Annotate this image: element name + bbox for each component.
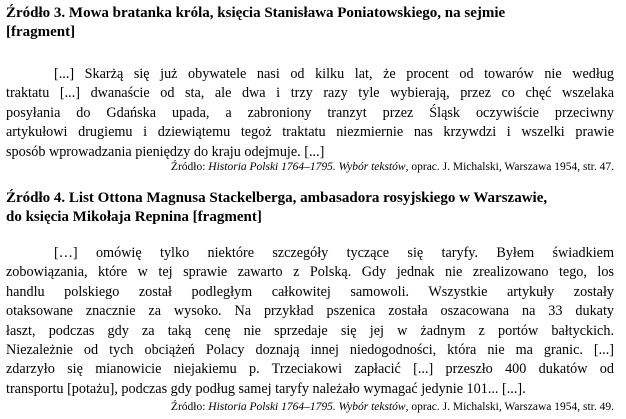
quote-line: otaksowane znacznie za wysoko. Na przykład pszenica została oszacowana na 33 dukaty xyxy=(6,303,614,320)
citation-suffix: , oprac. J. Michalski, Warszawa 1954, str. 47. xyxy=(405,161,614,173)
source-4-section xyxy=(6,189,614,413)
quote-line: [...] Skarżą się już obywatele nasi od kilku lat, że procent od towarów nie według xyxy=(54,66,614,82)
source-4-heading xyxy=(6,189,614,227)
source-3-quote xyxy=(6,65,614,162)
quote-line: zobowiązania, które w tej sprawie zawarto z Polską. Gdy jednak nie zrealizowano tego, los xyxy=(6,264,614,281)
heading-line: Źródło 4. List Ottona Magnusa Stackelberga, ambasadora rosyjskiego w Warszawie, xyxy=(6,190,548,206)
source-3-section xyxy=(6,4,614,173)
quote-line: traktatu [...] dwanaście od sta, ale dwa i trzy razy tyle wybierają, przez co chęć wszelaka xyxy=(6,85,614,102)
quote-line: transportu [potażu], podczas gdy podług samej taryfy należało wymagać jedynie 101... [...]. xyxy=(6,380,526,397)
source-4-citation xyxy=(171,400,614,414)
citation-suffix: , oprac. J. Michalski, Warszawa 1954, str. 49. xyxy=(405,401,614,413)
source-3-citation xyxy=(171,160,614,174)
citation-prefix: Źródło: xyxy=(170,401,209,413)
source-3-heading xyxy=(6,4,614,42)
quote-line: łaszt, podczas gdy za taką cenę nie sprzedaje się jej w żadnym z portów bałtyckich. xyxy=(6,322,614,339)
heading-line: [fragment] xyxy=(6,24,76,40)
quote-line: artykułowi drugiemu i dziewiątemu tegoż traktatu niezmiernie nas krzywdzi i wszelki prawie xyxy=(6,124,614,141)
citation-prefix: Źródło: xyxy=(170,161,209,173)
quote-line: Niezależnie od tych obciążeń Polacy doznają innej niedogodności, która nie ma granic. [...] xyxy=(6,342,614,359)
citation-title: Historia Polski 1764–1795. Wybór tekstów xyxy=(208,401,406,413)
citation-title: Historia Polski 1764–1795. Wybór tekstów xyxy=(208,161,406,173)
quote-line: zdarzyło się mianowicie niejakiemu p. Trzeciakowi zapłacić [...] przeszło 400 dukatów od xyxy=(6,361,614,378)
heading-line: Źródło 3. Mowa bratanka króla, księcia Stanisława Poniatowskiego, na sejmie xyxy=(6,5,506,21)
quote-line: posyłania do Gdańska upada, a zabroniony tranzyt przez Śląsk oczywiście przeciwny xyxy=(6,104,614,121)
source-4-quote xyxy=(6,244,614,399)
quote-line: handlu polskiego został podległym całkowitej samowoli. Wszystkie artykuły zostały xyxy=(6,283,614,300)
heading-line: do księcia Mikołaja Repnina [fragment] xyxy=(6,209,262,225)
quote-line: sposób wprowadzania pieniędzy do kraju odejmuje. [...] xyxy=(6,143,325,160)
quote-line: […] omówię tylko niektóre szczegóły tyczące się taryfy. Byłem świadkiem xyxy=(54,245,614,261)
